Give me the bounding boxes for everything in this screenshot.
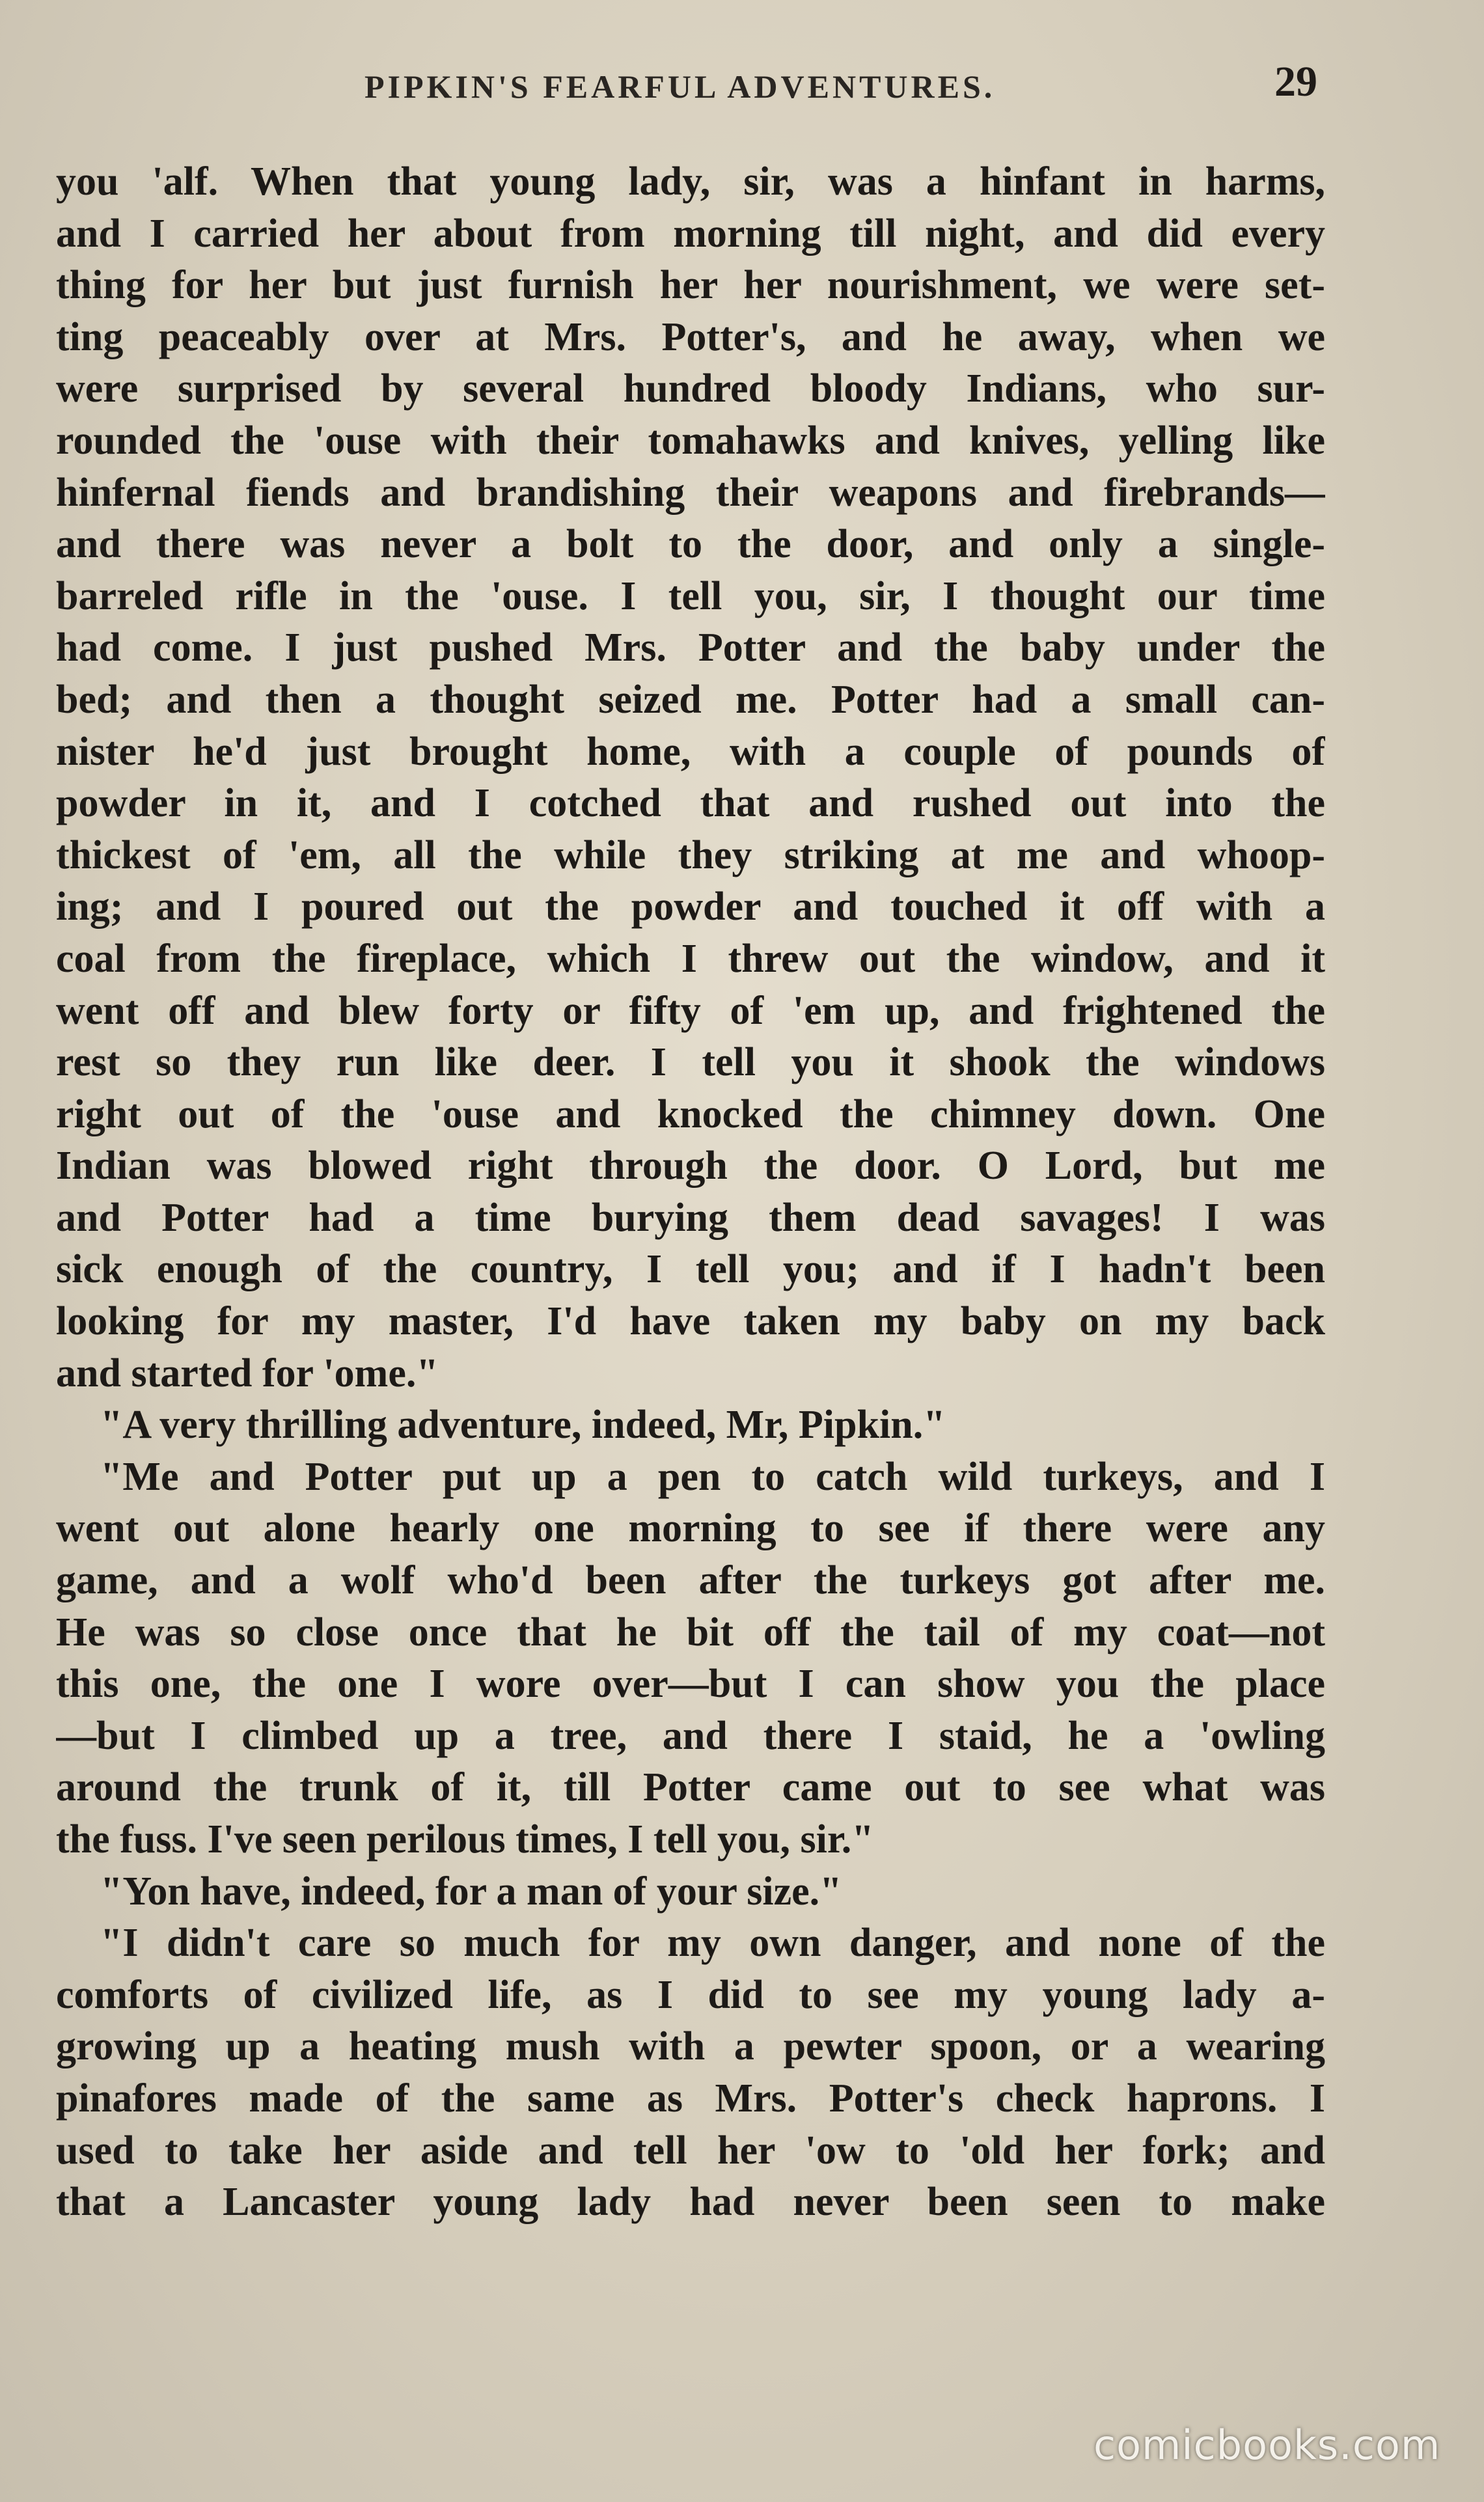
text-line: that a Lancaster young lady had never been seen to make [56,2180,1325,2225]
text-line: around the trunk of it, till Potter came out to see what was [56,1765,1325,1810]
text-line: ting peaceably over at Mrs. Potter's, and he away, when we [56,314,1325,359]
text-line: and Potter had a time burying them dead savages! I was [56,1195,1325,1240]
text-line: barreled rifle in the 'ouse. I tell you, sir, I thought our time [56,573,1325,618]
text-line: "I didn't care so much for my own danger, and none of the [100,1921,1325,1966]
text-line: thing for her but just furnish her her nourishment, we were set- [56,263,1325,308]
text-line: looking for my master, I'd have taken my baby on my back [56,1299,1325,1344]
text-line: were surprised by several hundred bloody Indians, who sur- [56,366,1325,411]
text-line: had come. I just pushed Mrs. Potter and the baby under the [56,626,1325,670]
text-line: nister he'd just brought home, with a couple of pounds of [56,729,1325,774]
text-line: pinafores made of the same as Mrs. Potter's check haprons. I [56,2076,1325,2121]
text-line: "Yon have, indeed, for a man of your size." [100,1869,842,1914]
watermark: comicbooks.com [1093,2421,1441,2469]
text-line: went off and blew forty or fifty of 'em up, and frightened the [56,988,1325,1033]
page-number: 29 [1274,58,1317,105]
text-line: powder in it, and I cotched that and rushed out into the [56,781,1325,826]
text-line: and started for 'ome." [56,1351,439,1395]
text-line: the fuss. I've seen perilous times, I tell you, sir." [56,1817,874,1862]
text-line: right out of the 'ouse and knocked the chimney down. One [56,1092,1325,1136]
text-line: ing; and I poured out the powder and touched it off with a [56,885,1325,929]
text-line: "Me and Potter put up a pen to catch wild turkeys, and I [100,1454,1325,1499]
text-line: Indian was blowed right through the door. O Lord, but me [56,1144,1325,1189]
text-line: went out alone hearly one morning to see if there were any [56,1506,1325,1551]
text-line: game, and a wolf who'd been after the turkeys got after me. [56,1558,1325,1603]
text-line: coal from the fireplace, which I threw out the window, and it [56,936,1325,981]
running-title: PIPKIN'S FEARFUL ADVENTURES. [364,68,996,105]
text-line: this one, the one I wore over—but I can show you the place [56,1662,1325,1707]
text-line: and I carried her about from morning till night, and did every [56,211,1325,256]
text-line: you 'alf. When that young lady, sir, was a hinfant in harms, [56,159,1325,204]
page-header [0,57,1484,116]
text-line: He was so close once that he bit off the tail of my coat—not [56,1610,1325,1655]
text-line: and there was never a bolt to the door, and only a single- [56,522,1325,567]
text-line: —but I climbed up a tree, and there I staid, he a 'owling [56,1713,1325,1758]
text-line: growing up a heating mush with a pewter spoon, or a wearing [56,2024,1325,2069]
text-line: bed; and then a thought seized me. Potter had a small can- [56,677,1325,722]
text-line: rounded the 'ouse with their tomahawks and knives, yelling like [56,418,1325,463]
text-line: rest so they run like deer. I tell you it shook the windows [56,1040,1325,1085]
text-line: "A very thrilling adventure, indeed, Mr, Pipkin." [100,1403,946,1448]
text-line: hinfernal fiends and brandishing their weapons and firebrands— [56,470,1325,515]
text-line: used to take her aside and tell her 'ow to 'old her fork; and [56,2128,1325,2173]
text-line: sick enough of the country, I tell you; and if I hadn't been [56,1247,1325,1292]
body-text [56,156,1325,2229]
text-line: thickest of 'em, all the while they striking at me and whoop- [56,832,1325,877]
text-line: comforts of civilized life, as I did to see my young lady a- [56,1972,1325,2017]
